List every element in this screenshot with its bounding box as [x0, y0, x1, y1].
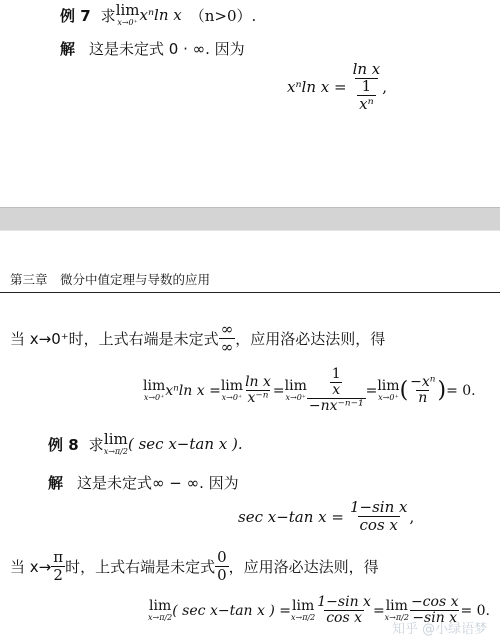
equation-3: sec x−tan x = $\frac{\text{1−sin x}}{\text{cos x}}$ ,	[238, 498, 415, 534]
solution-text: 这是未定式 0 · ∞. 因为	[89, 40, 245, 58]
example-7-line	[60, 3, 256, 27]
page-separator	[0, 207, 500, 231]
equation-1: xⁿln x = $\frac{\text{ln x}}{\frac{1}{\text{xⁿ}}}$ ,	[287, 60, 388, 113]
solution-8-line: 解 这是未定式∞ − ∞. 因为	[48, 474, 239, 492]
example-7-condition: （n>0）.	[189, 6, 257, 25]
solution-8-label: 解	[48, 474, 64, 492]
equation-1-fraction: $\frac{\text{ln x}}{\frac{1}{\text{xⁿ}}}$	[352, 60, 381, 113]
example-8-label: 例 8	[48, 435, 79, 454]
equation-4: lim x→π/2 ( sec x−tan x ) = lim x→π/2 $\frac{\text{1−sin x}}{\text{cos x}}$ = lim x→π/2 $\frac{\text{−cos x}}{\text{−sin x}}$ = 0.	[148, 594, 491, 626]
running-header: 第三章 微分中值定理与导数的应用	[10, 272, 211, 287]
example-7-expression: xⁿln x	[139, 6, 182, 24]
solution-label: 解	[60, 40, 76, 58]
example-7-prefix: 求	[100, 6, 116, 25]
example-7-label: 例 7	[60, 6, 91, 25]
paragraph-1: 当 x→0⁺时，上式右端是未定式 $\frac{\infty}{\infty}$ ，应用洛必达法则，得	[10, 320, 386, 356]
paragraph-2: 当 x→ $\frac{\pi}{2}$ 时，上式右端是未定式 $\frac{0}{0}$ ，应用洛必达法则，得	[10, 548, 379, 584]
equation-1-lhs: xⁿln x =	[287, 78, 347, 96]
solution-7-line	[60, 38, 245, 59]
example-8-line: 例 8 求 lim x→π/2 ( sec x−tan x ).	[48, 430, 243, 456]
watermark: 知乎 @小绿语梦	[392, 622, 488, 637]
infinity-fraction: $\frac{\infty}{\infty}$	[220, 320, 234, 356]
equation-2: lim x→0⁺ xⁿln x = lim x→0⁺ $\frac{\text{ln x}}{\text{x⁻ⁿ}}$ = lim x→0⁺ $\frac{\frac{1}{x}}{\text{−nx⁻ⁿ⁻¹}}$ = lim x→0⁺ ( $\frac{\text{−xⁿ}}{n}$ ) = 0.	[143, 366, 476, 415]
limit-operator: lim x→0⁺	[115, 1, 140, 27]
header-rule	[0, 292, 500, 293]
